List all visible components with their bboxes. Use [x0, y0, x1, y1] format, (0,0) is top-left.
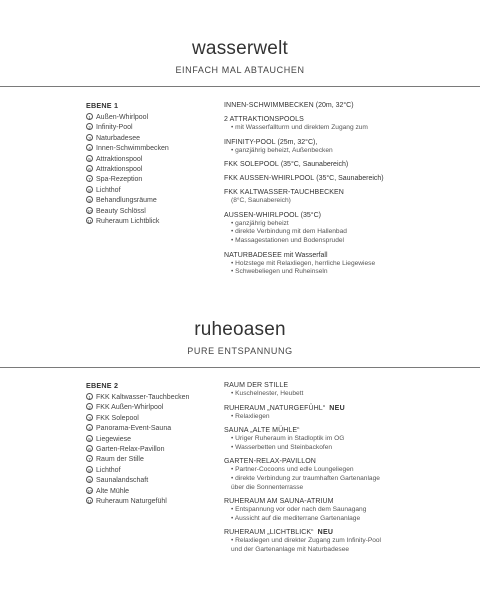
number-marker: 5 — [86, 155, 93, 162]
bullet-line: • ganzjährig beheizt, Außenbecken — [224, 147, 424, 156]
facility-name: INNEN-SCHWIMMBECKEN — [224, 102, 314, 109]
facility-detail: (35°C, Saunabereich) — [314, 175, 384, 183]
bullet-line: • Relaxliegen — [224, 413, 424, 422]
number-marker: 1 — [86, 113, 93, 120]
number-marker: 10 — [87, 208, 93, 214]
facility-name: RAUM DER STILLE — [224, 382, 289, 389]
facility-entry — [224, 115, 424, 133]
facility-entry — [224, 251, 424, 277]
list-item — [86, 497, 218, 507]
number-marker: 11 — [87, 219, 92, 225]
list-item — [86, 393, 218, 403]
bullet-line: • ganzjährig beheizt — [224, 220, 424, 229]
list-item — [86, 435, 218, 445]
facility-entry — [224, 426, 424, 452]
facility-heading — [224, 174, 424, 183]
level-title: EBENE 1 — [86, 101, 119, 110]
list-item — [86, 466, 218, 476]
bullet-line: • mit Wasserfallturm und direktem Zugang zum — [224, 124, 424, 133]
number-marker: 7 — [86, 455, 93, 462]
list-item-label: Alte Mühle — [96, 487, 130, 495]
number-marker: 9 — [86, 196, 93, 203]
facility-heading — [224, 115, 424, 124]
number-marker: 4 — [86, 424, 93, 431]
bullet-line: • direkte Verbindung zur traumhaften Gartenanlage — [224, 475, 424, 484]
section-ruheoasen — [0, 319, 480, 357]
facility-detail: mit Wasserfall — [281, 251, 328, 259]
list-item-label: Attraktionspool — [96, 166, 143, 174]
list-item — [86, 155, 218, 165]
bullet-line: • Partner-Cocoons und edle Loungeliegen — [224, 466, 424, 475]
facility-entry — [224, 381, 424, 399]
facility-name: NATURBADESEE — [224, 251, 282, 259]
bullet-line: • Massagestationen und Bodensprudel — [224, 237, 424, 246]
number-marker: 8 — [86, 186, 93, 193]
facility-name: FKK AUSSEN-WHIRLPOOL — [224, 175, 315, 183]
number-marker: 7 — [86, 175, 93, 182]
facility-name: INFINITY-POOL — [224, 138, 276, 146]
list-item — [86, 487, 218, 497]
list-item-label: Infinity-Pool — [96, 124, 133, 132]
facility-descriptions — [224, 381, 424, 560]
facility-name: FKK SOLEPOOL — [224, 161, 279, 169]
number-marker: 8 — [86, 466, 93, 473]
facility-entry — [224, 211, 424, 246]
list-item-label: Ruheraum Lichtblick — [96, 218, 160, 226]
facility-descriptions — [224, 101, 424, 282]
bullet-line: • Kuschelnester, Heubett — [224, 390, 424, 399]
level-title: EBENE 2 — [86, 381, 119, 390]
list-item-label: FKK Solepool — [96, 414, 139, 422]
list-item — [86, 476, 218, 486]
bullet-line: • Holzstege mit Relaxliegen, herrliche Liegewiese — [224, 260, 424, 269]
facility-name: RUHERAUM „LICHTBLICK“ — [224, 529, 314, 537]
list-item — [86, 414, 218, 424]
bullet-line: • Aussicht auf die mediterrane Gartenanlage — [224, 515, 424, 524]
bullet-line: • Uriger Ruheraum in Stadloptik im OG — [224, 435, 424, 444]
facility-heading — [224, 528, 424, 537]
facility-heading — [224, 188, 424, 197]
list-item — [86, 144, 218, 154]
bullet-line: • Wasserbetten und Steinbackofen — [224, 444, 424, 453]
list-item-label: Saunalandschaft — [96, 477, 149, 485]
facility-name: RUHERAUM „NATURGEFÜHL“ — [224, 404, 326, 412]
list-item-label: Raum der Stille — [96, 456, 144, 464]
bullet-line: • Relaxliegen und direkter Zugang zum Infinity-Pool — [224, 537, 424, 546]
facility-detail: (35°C) — [298, 211, 321, 219]
list-item-label: Spa-Rezeption — [96, 176, 143, 184]
section-wasserwelt — [0, 38, 480, 76]
facility-entry — [224, 101, 424, 110]
facility-heading — [224, 404, 424, 413]
list-item-label: Beauty Schlössl — [96, 207, 146, 215]
number-marker: 5 — [86, 435, 93, 442]
list-item — [86, 175, 218, 185]
level-list — [86, 381, 218, 507]
facility-heading — [224, 101, 424, 110]
list-item-label: Lichthof — [96, 186, 121, 194]
facility-heading — [224, 457, 424, 466]
list-item-label: Lichthof — [96, 466, 121, 474]
list-item-label: Garten-Relax-Pavillon — [96, 446, 165, 454]
list-item — [86, 403, 218, 413]
list-item — [86, 186, 218, 196]
number-marker: 2 — [86, 123, 93, 130]
number-marker: 3 — [86, 134, 93, 141]
number-marker: 6 — [86, 165, 93, 172]
section-title: wasserwelt — [192, 38, 288, 59]
facility-heading — [224, 426, 424, 435]
bullet-line: • Entspannung vor oder nach dem Saunagang — [224, 506, 424, 515]
facility-heading — [224, 138, 424, 147]
facility-heading — [224, 497, 424, 506]
facility-detail: (35°C, Saunabereich) — [278, 161, 349, 169]
divider — [0, 86, 480, 87]
facility-entry — [224, 160, 424, 169]
facility-entry — [224, 404, 424, 422]
section-title: ruheoasen — [194, 319, 286, 340]
number-marker: 1 — [86, 393, 93, 400]
facility-entry — [224, 497, 424, 523]
facility-detail: (25m, 32°C), — [275, 138, 318, 146]
facility-name: AUSSEN-WHIRLPOOL — [224, 211, 299, 219]
list-item — [86, 165, 218, 175]
facility-name: 2 ATTRAKTIONSPOOLS — [224, 116, 304, 123]
bullet-line: • direkte Verbindung mit dem Hallenbad — [224, 228, 424, 237]
list-item-label: Ruheraum Naturgefühl — [96, 498, 167, 506]
facility-name: SAUNA „ALTE MÜHLE“ — [224, 427, 300, 435]
detail-line: und der Gartenanlage mit Naturbadesee — [231, 545, 350, 553]
number-marker: 6 — [86, 445, 93, 452]
facility-heading — [224, 211, 424, 220]
facility-name: GARTEN-RELAX-PAVILLON — [224, 458, 316, 466]
list-item-label: Innen-Schwimmbecken — [96, 145, 169, 153]
facility-heading — [224, 251, 424, 260]
list-item-label: Behandlungsräume — [96, 197, 157, 205]
facility-entry — [224, 457, 424, 492]
facility-entry — [224, 174, 424, 183]
section-subtitle: PURE ENTSPANNUNG — [187, 346, 293, 356]
list-item — [86, 455, 218, 465]
level-list — [86, 101, 218, 227]
list-item — [86, 196, 218, 206]
divider — [0, 367, 480, 368]
new-badge: NEU — [317, 529, 334, 537]
list-item — [86, 134, 218, 144]
list-item — [86, 113, 218, 123]
facility-entry — [224, 138, 424, 156]
list-item — [86, 445, 218, 455]
number-marker: 11 — [87, 499, 92, 505]
list-item-label: Panorama-Event-Sauna — [96, 425, 172, 433]
list-item — [86, 123, 218, 133]
section-subtitle: EINFACH MAL ABTAUCHEN — [175, 65, 305, 75]
list-item-label: Liegewiese — [96, 435, 132, 443]
new-badge: NEU — [329, 404, 345, 412]
facility-name: FKK KALTWASSER-TAUCHBECKEN — [224, 189, 344, 197]
facility-detail: (20m, 32°C) — [313, 102, 354, 109]
list-item-label: FKK Kaltwasser-Tauchbecken — [96, 394, 190, 401]
number-marker: 9 — [86, 476, 93, 483]
list-item-label: Außen-Whirlpool — [96, 114, 149, 121]
facility-entry — [224, 528, 424, 554]
detail-line: (8°C, Saunabereich) — [231, 197, 291, 205]
bullet-line: • Schwebeliegen und Ruheinseln — [224, 268, 424, 277]
list-item — [86, 424, 218, 434]
facility-name: RUHERAUM AM SAUNA-ATRIUM — [224, 498, 334, 506]
list-item — [86, 217, 218, 227]
detail-line: über die Sonnenterrasse — [231, 483, 304, 491]
number-marker: 2 — [86, 403, 93, 410]
facility-heading — [224, 381, 424, 390]
list-item-label: FKK Außen-Whirlpool — [96, 404, 164, 412]
facility-entry — [224, 188, 424, 206]
list-item-label: Naturbadesee — [96, 134, 140, 142]
number-marker: 4 — [86, 144, 93, 151]
number-marker: 10 — [87, 488, 93, 494]
list-item-label: Attraktionspool — [96, 155, 143, 163]
list-item — [86, 207, 218, 217]
facility-heading — [224, 160, 424, 169]
number-marker: 3 — [86, 414, 93, 421]
